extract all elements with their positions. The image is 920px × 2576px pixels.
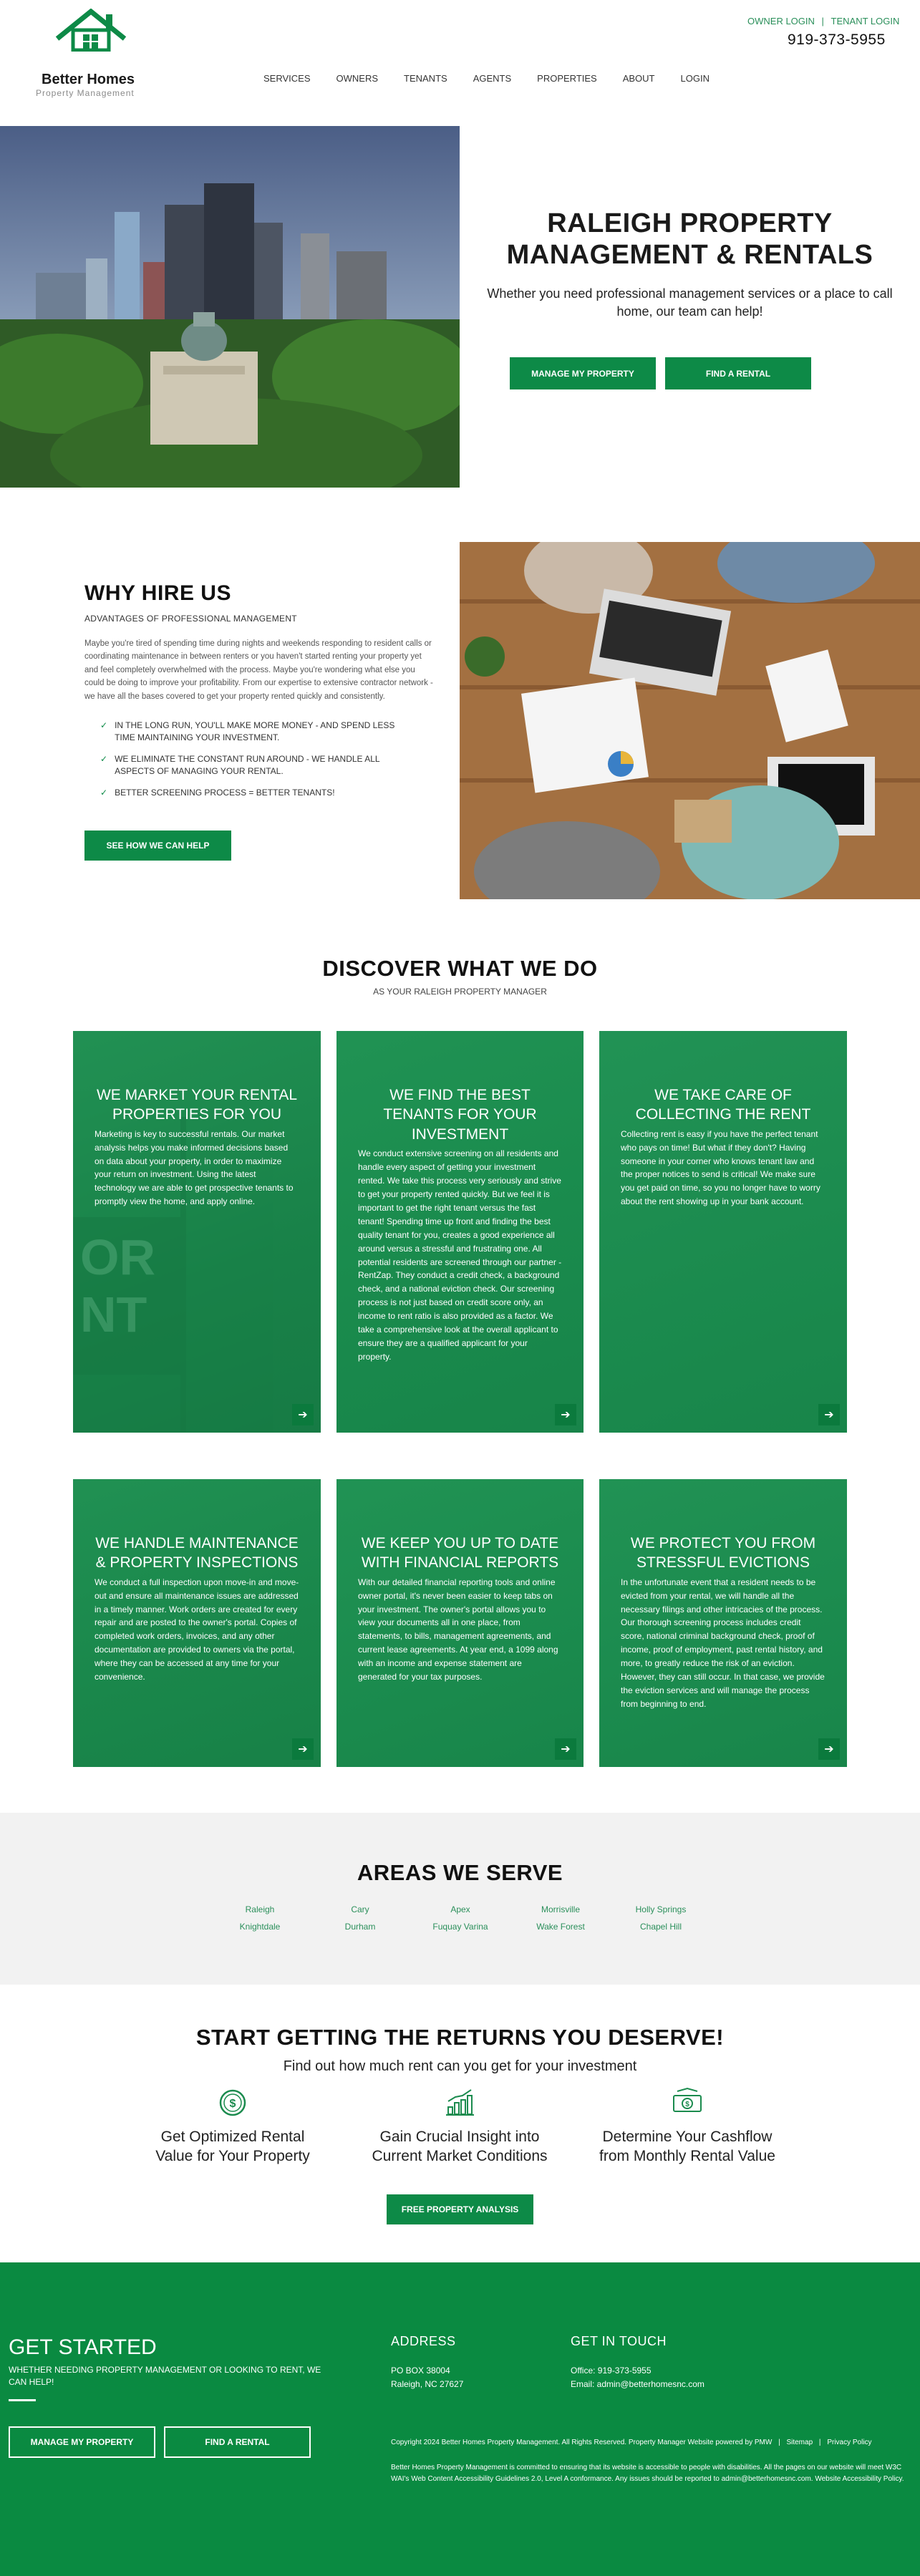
arrow-right-icon[interactable]: ➔ xyxy=(292,1738,314,1760)
arrow-right-icon[interactable]: ➔ xyxy=(818,1738,840,1760)
footer-address-line1: PO BOX 38004 xyxy=(391,2366,450,2376)
footer-sep: | xyxy=(818,2439,821,2446)
footer-accessibility-statement: Better Homes Property Management is committed to ensuring that its website is accessible to people with disabilities. All the pages on our website will meet W3C WAI's Web Content Accessibility Guidelines 2.0, Level A conformance. Any issues should be reported to admin@betterhomesnc.com. Website Accessibility Policy. xyxy=(391,2464,904,2483)
find-a-rental-button[interactable]: FIND A RENTAL xyxy=(665,357,811,389)
checkmark-icon: ✓ xyxy=(100,787,108,798)
footer-copyright-row xyxy=(391,2437,906,2449)
check-item xyxy=(100,753,415,778)
owner-login-link[interactable]: OWNER LOGIN xyxy=(747,16,815,26)
arrow-right-icon[interactable]: ➔ xyxy=(555,1738,576,1760)
area-link[interactable]: Chapel Hill xyxy=(639,1922,682,1932)
feature-market-insight xyxy=(345,2087,574,2166)
footer-accent-line xyxy=(9,2399,36,2401)
feature-line1: Determine Your Cashflow xyxy=(602,2129,773,2145)
footer-contact xyxy=(571,2364,704,2391)
feature-line2: Value for Your Property xyxy=(155,2148,310,2165)
arrow-right-icon[interactable]: ➔ xyxy=(292,1404,314,1425)
hero-title-line1: RALEIGH PROPERTY xyxy=(547,208,833,238)
free-property-analysis-button[interactable]: FREE PROPERTY ANALYSIS xyxy=(387,2194,533,2224)
footer-manage-my-property-button[interactable]: MANAGE MY PROPERTY xyxy=(9,2426,155,2458)
footer-sep: | xyxy=(778,2439,780,2446)
arrow-right-icon[interactable]: ➔ xyxy=(555,1404,576,1425)
nav-services[interactable]: SERVICES xyxy=(263,73,311,84)
header-phone[interactable]: 919-373-5955 xyxy=(788,32,886,48)
area-link[interactable]: Fuquay Varina xyxy=(432,1922,488,1932)
nav-about[interactable]: ABOUT xyxy=(622,73,655,84)
footer-tagline: WHETHER NEEDING PROPERTY MANAGEMENT OR LOOKING TO RENT, WE CAN HELP! xyxy=(9,2365,321,2387)
area-link[interactable]: Morrisville xyxy=(541,1904,580,1914)
feature-label xyxy=(345,2127,574,2166)
main-nav xyxy=(263,73,710,84)
feature-label xyxy=(573,2127,802,2166)
areas-section xyxy=(0,1813,920,1985)
hero-subtitle: Whether you need professional management services or a place to call home, our team can help! xyxy=(487,286,893,319)
feature-line1: Gain Crucial Insight into xyxy=(379,2129,540,2145)
dollar-coin-icon xyxy=(217,2087,248,2119)
nav-agents[interactable]: AGENTS xyxy=(473,73,512,84)
meeting-desk-image xyxy=(460,542,920,899)
svg-text:$: $ xyxy=(685,2101,689,2108)
card-body: In the unfortunate event that a resident needs to be evicted from your rental, we will handle all the necessary filings and other intricacies of the process. Our thorough screening process includes credit score, national criminal background check, proof of income, proof of employment, past rental history, and more, to greatly reduce the risk of an eviction. However, they can still occur. In that case, we provide the eviction services and will manage the process from beginning to end. xyxy=(621,1577,825,1710)
nav-tenants[interactable]: TENANTS xyxy=(404,73,447,84)
manage-my-property-button[interactable]: MANAGE MY PROPERTY xyxy=(510,357,656,389)
site-logo[interactable] xyxy=(36,9,150,98)
areas-row-1 xyxy=(210,1904,711,1914)
area-link[interactable]: Cary xyxy=(351,1904,369,1914)
top-links xyxy=(743,16,899,26)
area-link[interactable]: Durham xyxy=(344,1922,376,1932)
footer-privacy-link[interactable]: Privacy Policy xyxy=(827,2439,872,2446)
hero-title-line2: MANAGEMENT & RENTALS xyxy=(506,240,873,271)
returns-title: START GETTING THE RETURNS YOU DESERVE! xyxy=(195,2025,725,2050)
feature-line2: from Monthly Rental Value xyxy=(599,2148,775,2165)
footer-address xyxy=(391,2364,463,2391)
svg-text:OR: OR xyxy=(80,1229,155,1285)
area-link[interactable]: Apex xyxy=(450,1904,470,1914)
svg-text:$: $ xyxy=(229,2098,236,2110)
footer-email[interactable]: Email: admin@betterhomesnc.com xyxy=(571,2379,704,2390)
footer-office-phone[interactable]: Office: 919-373-5955 xyxy=(571,2366,652,2376)
why-checklist xyxy=(100,720,415,799)
check-item-text: BETTER SCREENING PROCESS = BETTER TENANTS! xyxy=(115,787,335,798)
see-how-we-can-help-button[interactable]: SEE HOW WE CAN HELP xyxy=(84,831,231,861)
card-title: WE HANDLE MAINTENANCE & PROPERTY INSPECTIONS xyxy=(95,1535,299,1572)
arrow-right-icon[interactable]: ➔ xyxy=(818,1404,840,1425)
areas-title: AREAS WE SERVE xyxy=(357,1860,563,1885)
card-body: We conduct extensive screening on all residents and handle every aspect of getting your investment rented. We take this process very seriously and strive to get your property rented quickly. But we feel it is important to get the right tenant versus the fast tenant! Spending time up front and finding the best quality tenant for you, creates a good experience all around versus a stressful and frustrating one. All potential residents are screened through our partner - RentZap. They conduct a credit check, a background check, and a national eviction check. Our screening process is not just based on credit score only, an income to rent ratio is also provided as a factor. We take a comprehensive look at the overall applicant to ensure they are a qualified applicant for your property. xyxy=(358,1148,562,1362)
card-title: WE MARKET YOUR RENTAL PROPERTIES FOR YOU xyxy=(96,1087,298,1123)
svg-text:NT: NT xyxy=(80,1287,147,1342)
card-title: WE TAKE CARE OF COLLECTING THE RENT xyxy=(635,1087,811,1123)
service-card-marketing[interactable] xyxy=(73,1031,321,1433)
money-bill-icon xyxy=(672,2087,703,2119)
hero-title xyxy=(460,208,920,271)
site-footer xyxy=(0,2262,920,2576)
feature-line2: Current Market Conditions xyxy=(372,2148,548,2165)
area-link[interactable]: Holly Springs xyxy=(635,1904,687,1914)
nav-login[interactable]: LOGIN xyxy=(680,73,710,84)
logo-text: Better Homes xyxy=(42,72,135,87)
card-title: WE PROTECT YOU FROM STRESSFUL EVICTIONS xyxy=(630,1535,816,1572)
card-title: WE KEEP YOU UP TO DATE WITH FINANCIAL REPORTS xyxy=(361,1535,559,1572)
check-item-text: WE ELIMINATE THE CONSTANT RUN AROUND - WE HANDLE ALL ASPECTS OF MANAGING YOUR RENTAL. xyxy=(115,753,380,777)
footer-address-line2: Raleigh, NC 27627 xyxy=(391,2379,464,2390)
tenant-login-link[interactable]: TENANT LOGIN xyxy=(831,16,900,26)
footer-copyright: Copyright 2024 Better Homes Property Management. All Rights Reserved. Property Manager Website powered by PMW xyxy=(391,2439,773,2446)
footer-get-started-title: GET STARTED xyxy=(9,2335,157,2359)
feature-label xyxy=(118,2127,347,2166)
discover-title: DISCOVER WHAT WE DO xyxy=(322,956,598,981)
area-link[interactable]: Wake Forest xyxy=(536,1922,585,1932)
card-body: Marketing is key to successful rentals. Our market analysis helps you make informed decisions based on data about your property, in order to maximize your return on investment. Using the latest technology we are able to get prospective tenants to promptly view the home, and apply online. xyxy=(95,1128,294,1207)
service-card-evictions[interactable] xyxy=(599,1479,847,1767)
service-card-rent[interactable] xyxy=(599,1031,847,1433)
logo-subtext: Property Management xyxy=(36,88,135,98)
feature-line1: Get Optimized Rental xyxy=(160,2129,305,2145)
footer-sitemap-link[interactable]: Sitemap xyxy=(786,2439,813,2446)
nav-owners[interactable]: OWNERS xyxy=(336,73,379,84)
area-link[interactable]: Raleigh xyxy=(245,1904,275,1914)
feature-optimized-rental xyxy=(118,2087,347,2166)
footer-get-in-touch-heading: GET IN TOUCH xyxy=(571,2334,667,2348)
card-body: With our detailed financial reporting tools and online owner portal, it's never been easier to keep tabs on your investment. The owner's portal allows you to view your documents all in one place, from statements, to bills, management agreements, and current lease agreements. At year end, a 1099 along with an income and expense statement are generated for your tax purposes. xyxy=(358,1577,558,1682)
footer-find-a-rental-button[interactable]: FIND A RENTAL xyxy=(164,2426,311,2458)
service-card-financial[interactable] xyxy=(336,1479,584,1767)
checkmark-icon: ✓ xyxy=(100,753,108,764)
area-link[interactable]: Knightdale xyxy=(239,1922,281,1932)
check-item xyxy=(100,720,415,745)
why-hire-subtitle: ADVANTAGES OF PROFESSIONAL MANAGEMENT xyxy=(84,614,297,624)
feature-cashflow xyxy=(573,2087,802,2166)
checkmark-icon: ✓ xyxy=(100,720,108,730)
house-logo-icon xyxy=(52,9,130,52)
service-card-maintenance[interactable] xyxy=(73,1479,321,1767)
why-hire-body: Maybe you're tired of spending time during nights and weekends responding to resident calls or coordinating maintenance in between renters or you haven't started renting your property yet and feel completely overwhelmed with the process. Maybe you're wondering what else you could be doing to improve your profitability. From our expertise to extensive contractor network - we have all the bases covered to get your property rented quickly and consistently. xyxy=(84,639,433,701)
card-body: We conduct a full inspection upon move-in and move-out and ensure all maintenance issues are addressed in a timely manner. Work orders are created for every repair and are posted to the owner's portal. Copies of completed work orders, invoices, and any other documentation are provided to owners via the portal, where they can be accessed at any time for your convenience. xyxy=(95,1577,299,1682)
footer-address-heading: ADDRESS xyxy=(391,2334,456,2348)
check-item-text: IN THE LONG RUN, YOU'LL MAKE MORE MONEY - AND SPEND LESS TIME MAINTAINING YOUR INVESTMENT. xyxy=(115,720,395,743)
bar-chart-growth-icon xyxy=(444,2087,475,2119)
card-body: Collecting rent is easy if you have the perfect tenant who pays on time! But what if they don't? Having someone in your corner who knows tenant law and the proper notices to send is critical! We make sure you get paid on time, so you no longer have to worry about the rent showing up in your bank account. xyxy=(621,1128,820,1207)
nav-properties[interactable]: PROPERTIES xyxy=(537,73,597,84)
card-title: WE FIND THE BEST TENANTS FOR YOUR INVESTMENT xyxy=(383,1087,537,1143)
areas-row-2 xyxy=(210,1922,711,1932)
discover-subtitle: AS YOUR RALEIGH PROPERTY MANAGER xyxy=(373,987,547,997)
check-item xyxy=(100,787,415,799)
hero-city-image xyxy=(0,126,460,488)
service-card-tenants[interactable] xyxy=(336,1031,584,1433)
why-hire-title: WHY HIRE US xyxy=(84,581,231,605)
returns-subtitle: Find out how much rent can you get for your investment xyxy=(283,2058,637,2074)
top-links-divider: | xyxy=(821,16,824,26)
